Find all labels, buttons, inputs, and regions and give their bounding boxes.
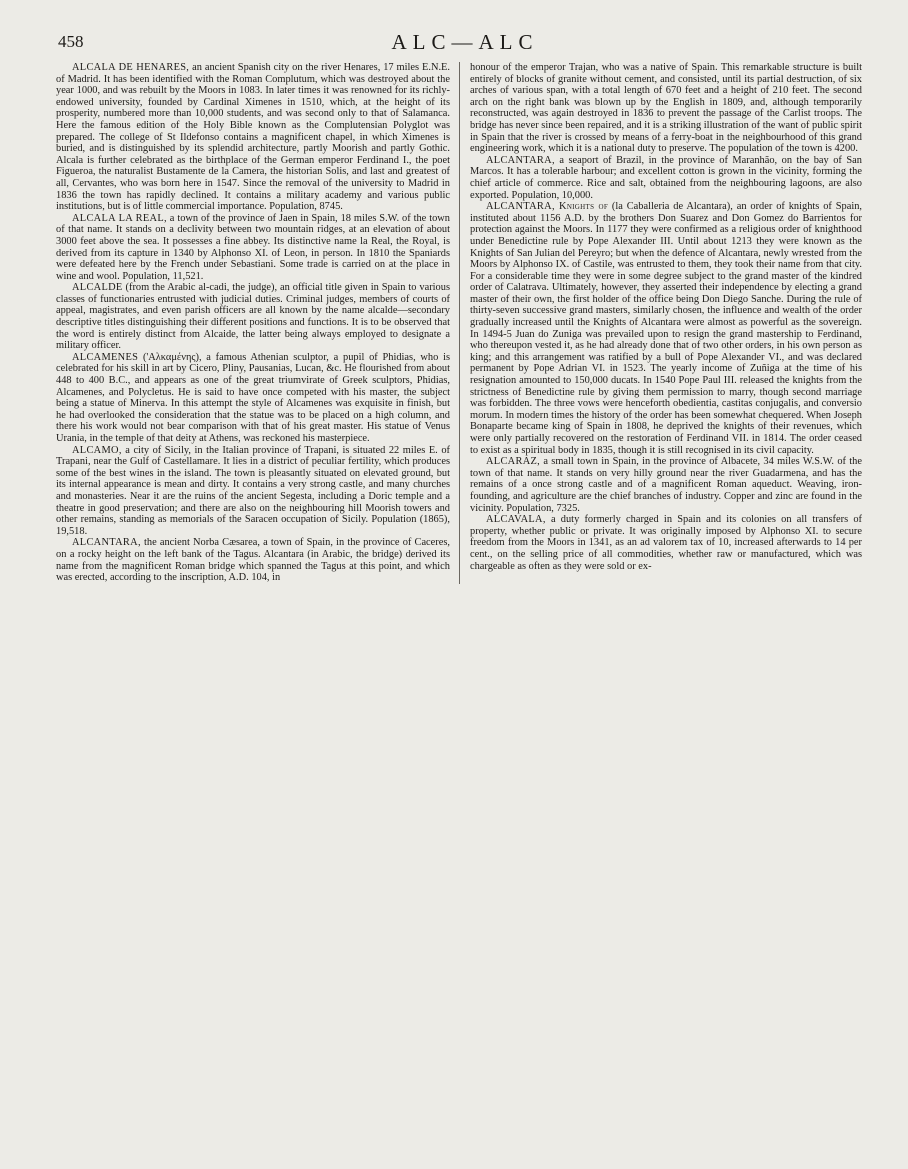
- headword: ALCANTARA,: [486, 154, 555, 166]
- headword: ALCANTARA,: [72, 537, 141, 549]
- entry-text: a city of Sicily, in the Italian province of Trapani, is situated 22 miles E. of Trapani, near the Gulf of Castellamare. It lies in a district of peculiar fertility, which produces some of the best wines in the island. The town is pleasantly situated on elevated ground, but its internal appearance is mean and dirty. It contains a very strong castle, and many churches and monasteries. Near it are the ruins of the ancient Segesta, including a Doric temple and a theatre in good preservation; and there are also on the neighbouring hill Moorish towers and other remains, standing as memorials of the Saracen occupation of Sicily. Population (1865), 19,518.: [56, 444, 450, 537]
- left-column: [56, 62, 459, 584]
- entry-text: a duty formerly charged in Spain and its colonies on all transfers of property, whether public or private. It was originally imposed by Alphonso XI. to secure freedom from the Moors in 1341, as an ad valorem tax of 10, increased afterwards to 14 per cent., on the selling price of all commodities, whether raw or manufactured, which was chargeable as often as they were sold or ex-: [470, 514, 862, 572]
- entry-text: (la Caballeria de Alcantara), an order of knights of Spain, instituted about 1156 A.D. by the brothers Don Suarez and Don Gomez do Barrientos for protection against the Moors. In 1177 they were confirmed as a religious order of knighthood under Benedictine rule by Pope Alexander III. Until about 1213 they were known as the Knights of San Julian del Pereyro; but when the defence of Alcantara, newly wrested from the Moors by Alphonso IX. of Castile, was entrusted to them, they took their name from that city. For a considerable time they were in some degree subject to the grand master of the kindred order of Calatrava. Ultimately, however, they asserted their independence by electing a grand master of their own, the first holder of the office being Don Diego Sanche. During the rule of thirty-seven successive grand masters, similarly chosen, the influence and wealth of the order gradually increased until the Knights of Alcantara were almost as powerful as the sovereign. In 1494-5 Juan do Zuniga was prevailed upon to resign the grand mastership to Ferdinand, who thereupon vested it, as he had already done that of two other orders, in his own person as king; and this arrangement was ratified by a bull of Pope Alexander VI., and was declared permanent by Pope Adrian VI. in 1523. The yearly income of Zuñiga at the time of his resignation amounted to 150,000 ducats. In 1540 Pope Paul III. released the knights from the strictness of Benedictine rule by giving them permission to marry, though second marriage was forbidden. The three vows were henceforth obedientia, castitas conjugalis, and conversio morum. In modern times the history of the order has been somewhat chequered. When Joseph Bonaparte became king of Spain in 1808, he deprived the knights of their revenues, which were only partially recovered on the restoration of Ferdinand VII. in 1814. The order ceased to exist as a spiritual body in 1835, though it is still recognised in its civil capacity.: [470, 201, 862, 456]
- entry-text: a small town in Spain, in the province of Albacete, 34 miles W.S.W. of the town of that name. It stands on very hilly ground near the river Guadarmena, and has the remains of a once strong castle and of a magnificent Roman aqueduct. Weaving, iron-founding, and agriculture are the chief branches of industry. Copper and zinc are found in the vicinity. Population, 7325.: [470, 456, 862, 514]
- entry-continuation: honour of the emperor Trajan, who was a native of Spain. This remarkable structure is built entirely of blocks of granite without cement, and consisted, until its partial destruction, of six arches of various span, with a total length of 670 feet and a height of 210 feet. The second arch on the right bank was blown up by the English in 1809, and, although temporarily reconstructed, was again destroyed in 1836 to prevent the passage of the Carlist troops. The bridge has never since been repaired, and it is a striking illustration of the want of public spirit in Spain that the river is crossed by means of a ferry-boat in the neighbourhood of this grand engineering work, which it is a national duty to preserve. The population of the town is 4200.: [470, 62, 862, 155]
- entry-text: a town of the province of Jaen in Spain, 18 miles S.W. of the town of that name. It stands on a declivity between two mountain ridges, at an elevation of about 3000 feet above the sea. It possesses a fine abbey. Its distinctive name la Real, the Royal, is derived from its capture in 1340 by Alphonso XI. of Leon, in person. In 1810 the Spaniards were defeated here by the French under Sebastiani. Some trade is carried on at the place in wine and wool. Population, 11,521.: [56, 212, 450, 282]
- entry-text: (from the Arabic al-cadi, the judge), an official title given in Spain to various classes of functionaries entrusted with judicial duties. Criminal judges, members of courts of appeal, magistrates, and even parish officers are all known by the name alcalde—secondary descriptive titles distinguishing their different positions and functions. It is to be observed that the word is entirely distinct from Alcaide, the latter being always employed to designate a military officer.: [56, 282, 450, 352]
- right-column: [459, 62, 862, 584]
- entry-text: a seaport of Brazil, in the province of Maranhão, on the bay of San Marcos. It has a tolerable harbour; and excellent cotton is grown in the vicinity, forming the chief article of commerce. Rice and salt, obtained from the neighbouring lagoons, are also exported. Population, 10,000.: [470, 154, 862, 201]
- entry-alcavala: [470, 514, 862, 572]
- headword: ALCAMENES: [72, 351, 139, 363]
- headword: ALCANTARA, Knights of: [486, 201, 609, 213]
- running-head: ALC—ALC: [391, 30, 539, 54]
- headword: ALCARAZ,: [486, 456, 541, 468]
- entry-text: an ancient Spanish city on the river Henares, 17 miles E.N.E. of Madrid. It has been identified with the Roman Complutum, which was destroyed about the year 1000, and was rebuilt by the Moors in 1083. In later times it was renowned for its richly-endowed university, founded by Cardinal Ximenes in 1510, which, at the height of its prosperity, numbered more than 10,000 students, and was second only to that of Salamanca. Here the famous edition of the Holy Bible known as the Complutensian Polyglot was prepared. The college of St Ildefonso contains a magnificent chapel, in which Ximenes is buried, and is distinguished by its splendid architecture, partly Moorish and partly Gothic. Alcala is further celebrated as the birthplace of the German emperor Ferdinand I., the poet Figueroa, the naturalist Bustamente de la Camera, the historian Solis, and last and greatest of all, Cervantes, who was born here in 1547. Since the removal of the university to Madrid in 1836 the town has rapidly declined. It contains a military academy and various public institutions, but is of little commercial importance. Population, 8745.: [56, 62, 450, 213]
- entry-alcala-la-real: [56, 213, 450, 283]
- headword: ALCAMO,: [72, 444, 122, 456]
- headword: ALCALDE: [72, 282, 123, 294]
- entry-text: ('Αλκαμένης), a famous Athenian sculptor, a pupil of Phidias, who is celebrated for his skill in art by Cicero, Pliny, Pausanias, Lucan, &c. He flourished from about 448 to 400 B.C., and appears as one of the great triumvirate of Greek sculptors, Phidias, Alcamenes, and Polycletus. He is said to have once competed with his master, the subject being a statue of Minerva. In this attempt the style of Alcamenes was exquisite in finish, but he had overlooked the consideration that the statue was to be placed on a high column, and there his work would not bear comparison with that of his great master. His statue of Venus Urania, in the temple of that deity at Athens, was reckoned his masterpiece.: [56, 351, 450, 444]
- entry-alcamo: [56, 445, 450, 538]
- entry-alcamenes: [56, 352, 450, 445]
- headword: ALCALA DE HENARES,: [72, 62, 190, 73]
- page-header: [56, 32, 874, 62]
- entry-alcaraz: [470, 456, 862, 514]
- headword: ALCALA LA REAL,: [72, 212, 167, 224]
- entry-alcantara-knights: [470, 201, 862, 456]
- entry-alcantara-spain: [56, 537, 450, 583]
- page-number: 458: [58, 32, 84, 51]
- entry-text: the ancient Norba Cæsarea, a town of Spain, in the province of Caceres, on a rocky height on the left bank of the Tagus. Alcantara (in Arabic, the bridge) derived its name from the magnificent Roman bridge which spanned the Tagus at this point, and which was erected, according to the inscription, A.D. 104, in: [56, 537, 450, 584]
- entry-alcantara-brazil: [470, 155, 862, 201]
- columns: [56, 62, 874, 584]
- entry-alcala-de-henares: [56, 62, 450, 213]
- entry-alcalde: [56, 282, 450, 352]
- headword: ALCAVALA,: [486, 514, 546, 526]
